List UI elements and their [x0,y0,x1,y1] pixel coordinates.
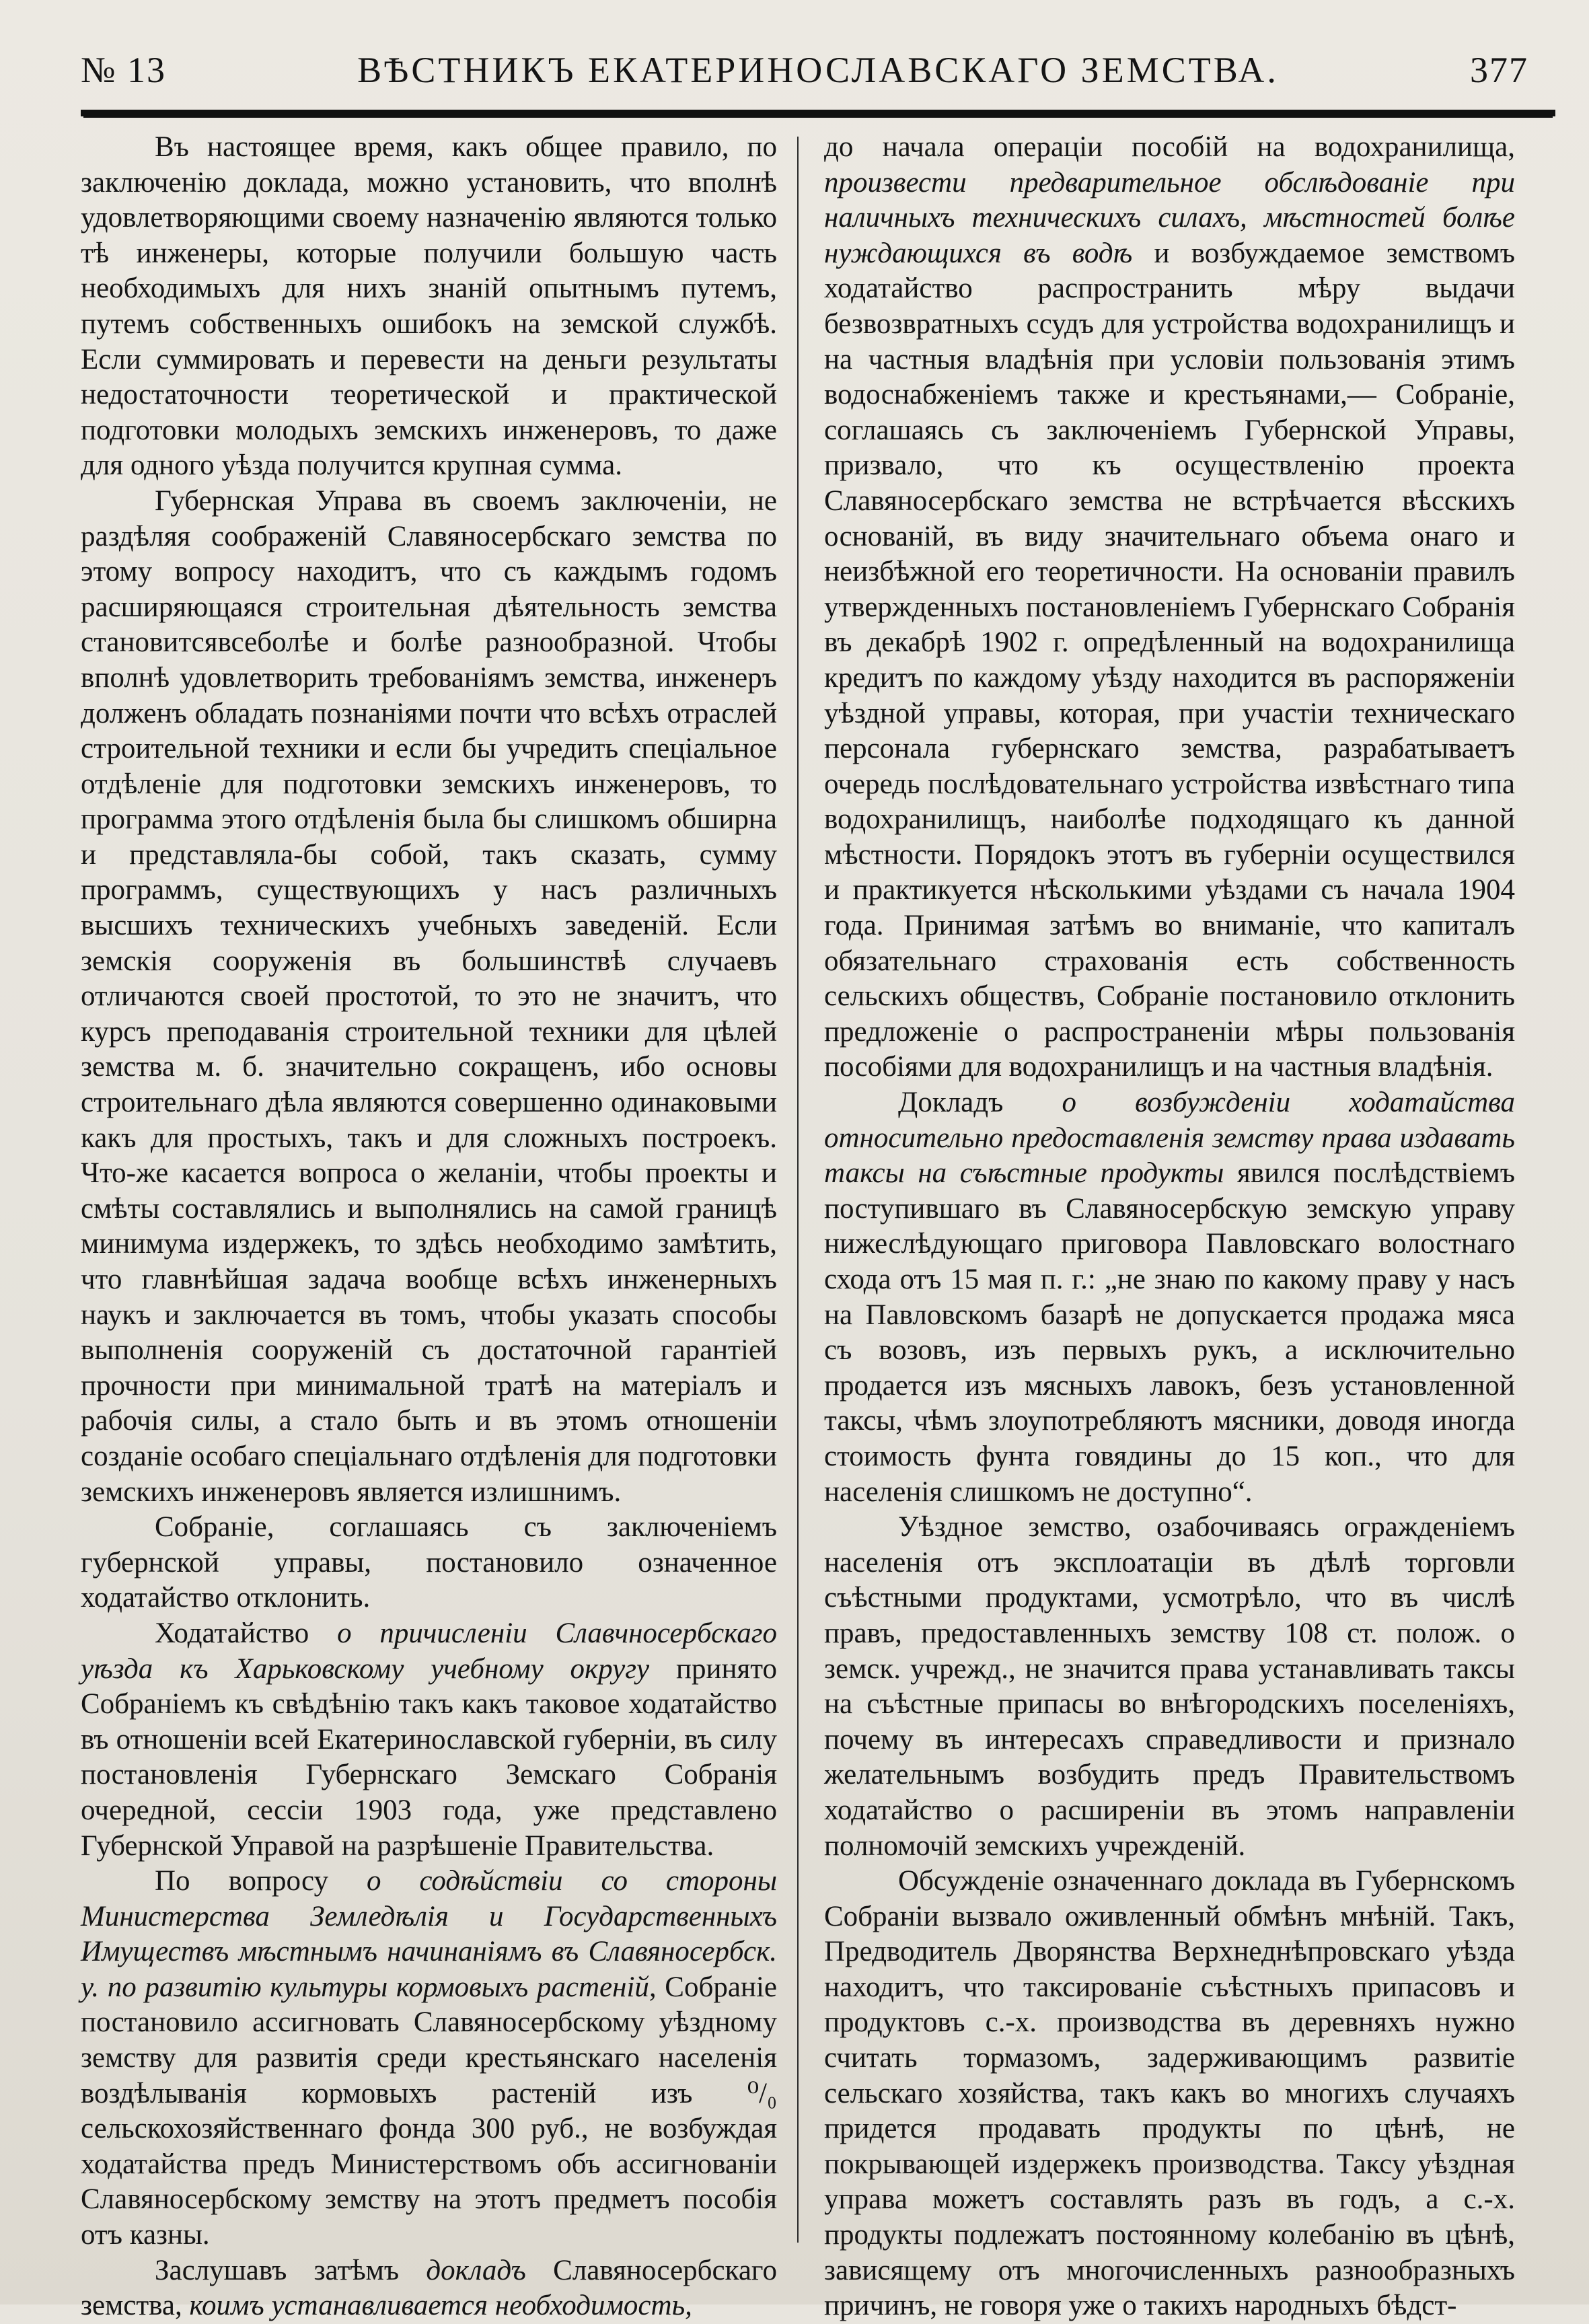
paragraph [81,1616,777,1864]
issue-number: № 13 [81,50,167,90]
text-run: По вопросу [155,1865,367,1897]
italic-run: коимъ устанавливается необходимость, [189,2290,692,2322]
text-run: Ходатайство [155,1617,338,1649]
italic-run: докладъ [426,2254,526,2286]
italic-run: о причисленіи Славчносербскаго уѣзда къ Харьковскому учебному округу [81,1617,777,1685]
paragraph [824,130,1515,1085]
text-run: и возбуждаемое земствомъ ходатайство распространить мѣру выдачи безвозвратныхъ ссудъ для устройства водохранилищъ и на частныя владѣнія при условіи пользованія этимъ водоснабженіемъ также и крестьянами,— Собраніе, соглашаясь съ заключеніемъ Губернской Управы, призвало, что къ осуществленію проекта Славяносербскаго земства не встрѣчается вѣсскихъ основаній, въ виду значительнаго объема онаго и неизбѣжной его теоретичности. На основаніи правилъ утвержденныхъ постановленіемъ Губернскаго Собранія въ декабрѣ 1902 г. опредѣленный на водохранилища кредитъ по каждому уѣзду находится въ распоряженіи уѣздной управы, которая, при участіи техническаго персонала губернскаго земства, разрабатываетъ очередь послѣдовательнаго устройства извѣстнаго типа водохранилищъ, наиболѣе подходящаго къ данной мѣстности. Порядокъ этотъ въ губерніи осуществился и практикуется нѣсколькими уѣздами съ начала 1904 года. Принимая затѣмъ во вниманіе, что капиталъ обязательнаго страхованія есть собственность сельскихъ обществъ, Собраніе постановило отклонить предложеніе о распространеніи мѣры пользованія пособіями для водохранилищъ и на частныя владѣнія. [824,237,1515,1083]
right-column [805,130,1515,2322]
text-columns [81,130,1555,2322]
italic-run: произвести предварительное обслѣдованіе при наличныхъ техническихъ силахъ, мѣстностей болѣе нуждающихся въ водѣ [824,166,1515,269]
text-run: до начала операціи пособій на водохранилища, [824,131,1515,163]
journal-title: ВѢСТНИКЪ ЕКАТЕРИНОСЛАВСКАГО ЗЕМСТВА. [357,50,1279,90]
text-run: Заслушавъ затѣмъ [155,2254,427,2286]
italic-run: о возбужденіи ходатайства относительно предоставленія земству права издавать таксы на съѣстные продукты [824,1087,1515,1190]
text-run: принято Собраніемъ къ свѣдѣнію такъ какъ таковое ходатайство въ отношеніи всей Екатеринославской губерніи, въ силу постановленія Губернскаго Земскаго Собранія очередной, сессіи 1903 года, уже представлено Губернской Управой на разрѣшеніе Правительства. [81,1653,777,1862]
text-run: Докладъ [898,1087,1062,1119]
paragraph: Уѣздное земство, озабочиваясь огражденіемъ населенія отъ эксплоатаціи въ дѣлѣ торговли съѣстными продуктами, усмотрѣло, что въ числѣ правъ, предоставленныхъ земству 108 ст. полож. о земск. учрежд., не значится права устанавливать таксы на съѣстные припасы во внѣгородскихъ поселеніяхъ, почему въ интересахъ справедливости и признало желательнымъ возбудить предъ Правительствомъ ходатайство о расширеніи въ этомъ направленіи полномочій земскихъ учрежденій. [824,1511,1515,1862]
text-run: явился послѣдствіемъ поступившаго въ Славяносербскую земскую управу нижеслѣдующаго приговора Павловскаго волостнаго схода отъ 15 мая п. г.: „не знаю по какому праву у насъ на Павловскомъ базарѣ не допускается продажа мяса съ возовъ, изъ первыхъ рукъ, а исключительно продается изъ мясныхъ лавокъ, безъ установленной таксы, чѣмъ злоупотребляютъ мясники, доводя иногда стоимость фунта говядины до 15 коп., что для населенія слишкомъ не доступно“. [824,1157,1515,1508]
paragraph: Въ настоящее время, какъ общее правило, по заключенію доклада, можно установить, что вполнѣ удовлетворяющими своему назначенію являются только тѣ инженеры, которые получили большую часть необходимыхъ для нихъ знаній опытнымъ путемъ, путемъ собственныхъ ошибокъ на земской службѣ. Если суммировать и перевести на деньги результаты недостаточности теоретической и практической подготовки молодыхъ земскихъ инженеровъ, то даже для одного уѣзда получится крупная сумма. [81,131,777,482]
paragraph: Обсужденіе означеннаго доклада въ Губернскомъ Собраніи вызвало оживленный обмѣнъ мнѣній. Такъ, Предводитель Дворянства Верхнеднѣпровскаго уѣзда находитъ, что таксированіе съѣстныхъ припасовъ и продуктовъ с.-х. производства въ деревняхъ нужно считать тормазомъ, задерживающимъ развитіе сельскаго хозяйства, такъ какъ во многихъ случаяхъ придется продавать продукты по цѣнѣ, не покрывающей издержекъ производства. Таксу уѣздная управа можетъ составлять разъ въ годъ, а с.-х. продукты подлежатъ постоянному колебанію въ цѣнѣ, зависящему отъ многочисленныхъ разнообразныхъ причинъ, не говоря уже о такихъ народныхъ бѣдст- [824,1865,1515,2322]
paragraph [81,2253,777,2324]
column-divider [797,137,799,2243]
header-rule [81,110,1555,116]
text-run: Славяносербскаго земства, [81,2254,777,2322]
text-run: Собраніе постановило ассигновать Славяносербскому уѣздному земству для развитія среди крестьянскаго населенія воздѣлыванія кормовыхъ растеній изъ ⁰/₀ сельскохозяйственнаго фонда 300 руб., не возбуждая ходатайства предъ Министерствомъ объ ассигнованіи Славяносербскому земству на этотъ предметъ пособія отъ казны. [81,1971,777,2251]
page-number: 377 [1470,50,1528,90]
italic-run: о содѣйствіи со стороны Министерства Земледѣлія и Государственныхъ Имуществъ мѣстнымъ начинаніямъ въ Славяносербск. у. по развитію культуры кормовыхъ растеній, [81,1865,777,2003]
paragraph [824,1085,1515,1510]
paragraph: Губернская Управа въ своемъ заключеніи, не раздѣляя соображеній Славяносербскаго земства по этому вопросу находитъ, что съ каждымъ годомъ расширяющаяся строительная дѣятельность земства становитсявсеболѣе и болѣе разнообразной. Чтобы вполнѣ удовлетворить требованіямъ земства, инженеръ долженъ обладать познаніями почти что всѣхъ отраслей строительной техники и если бы учредить спеціальное отдѣленіе для подготовки земскихъ инженеровъ, то программа этого отдѣленія была бы слишкомъ обширна и представляла-бы собой, такъ сказать, сумму программъ, существующихъ у насъ различныхъ высшихъ техническихъ учебныхъ заведеній. Если земскія сооруженія въ большинствѣ случаевъ отличаются своей простотой, то это не значитъ, что курсъ преподаванія строительной техники для цѣлей земства м. б. значительно сокращенъ, ибо основы строительнаго дѣла являются совершенно одинаковыми какъ для простыхъ, такъ и для сложныхъ построекъ. Что-же касается вопроса о желаніи, чтобы проекты и смѣты составлялись и выполнялись на самой границѣ минимума издержекъ, то здѣсь необходимо замѣтить, что главнѣйшая задача вообще всѣхъ инженерныхъ наукъ и заключается въ томъ, чтобы указать способы выполненія сооруженій съ достаточной гарантіей прочности при минимальной тратѣ на матеріалъ и рабочія силы, а стало быть и въ этомъ отношеніи созданіе особаго спеціальнаго отдѣленія для подготовки земскихъ инженеровъ является излишнимъ. [81,484,777,1508]
paragraph: Собраніе, соглашаясь съ заключеніемъ губернской управы, постановило означенное ходатайство отклонить. [81,1511,777,1614]
left-column [81,130,790,2322]
page-header [81,37,1555,91]
paragraph [81,1864,777,2253]
